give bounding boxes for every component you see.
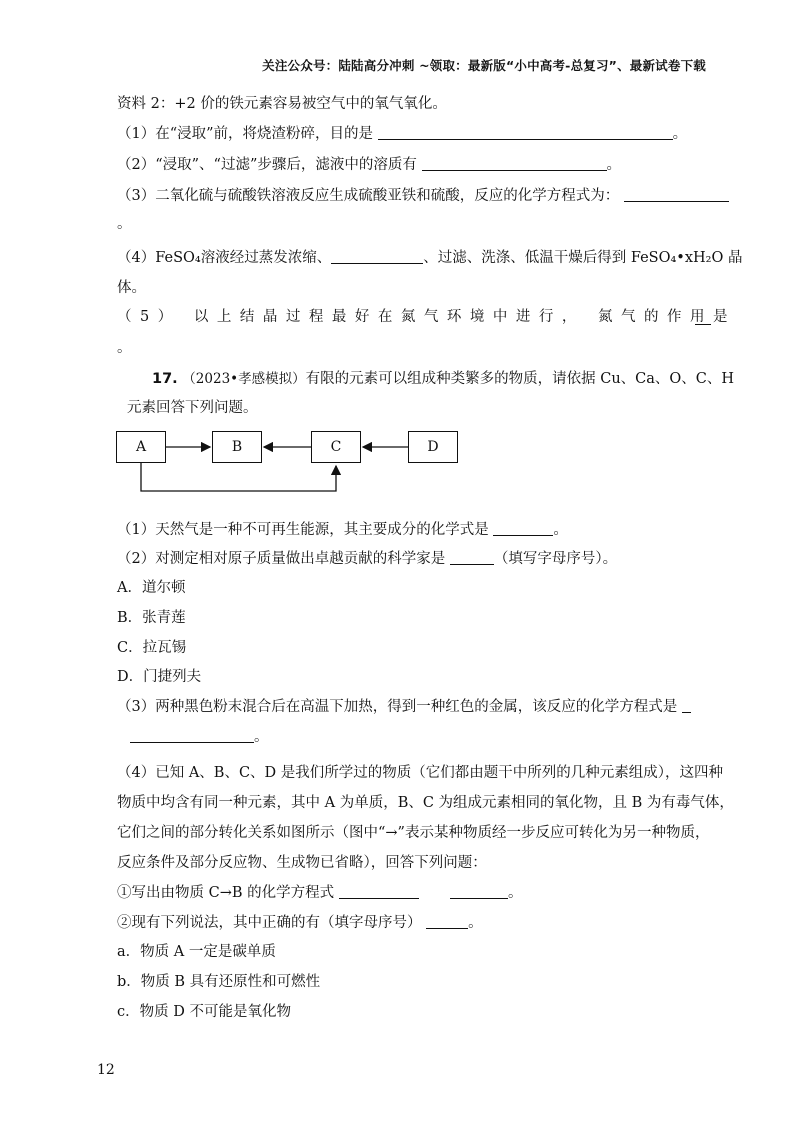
period: 。 (117, 216, 132, 232)
sub-question-2 (117, 549, 617, 569)
statement-b: b．物质 B 具有还原性和可燃性 (117, 974, 321, 990)
answer-blank[interactable] (426, 913, 468, 929)
sub-question-1-text: （1）天然气是一种不可再生能源，其主要成分的化学式是 (117, 522, 489, 538)
statement-c: c．物质 D 不可能是氧化物 (117, 1004, 291, 1020)
sub-question-4-part-2-text: ②现有下列说法，其中正确的有（填字母序号） (117, 915, 422, 931)
option-d: D．门捷列夫 (117, 669, 202, 685)
question-stem-line-2: 元素回答下列问题。 (127, 400, 258, 416)
page-number: 12 (97, 1062, 115, 1078)
period: 。 (672, 126, 688, 142)
statement-a: a．物质 A 一定是碳单质 (117, 944, 276, 960)
sub-question-3 (117, 697, 691, 717)
part-2-text: （2）“浸取”、“过滤”步骤后，滤液中的溶质有 (117, 157, 417, 173)
page-header: 关注公众号：陆陆高分冲刺 ~领取：最新版“小中高考-总复习”、最新试卷下载 (262, 58, 706, 73)
sub-question-1 (117, 520, 568, 540)
period: 。 (468, 915, 483, 931)
answer-blank[interactable] (130, 727, 254, 743)
part-4-text-a: （4）FeSO₄溶液经过蒸发浓缩、 (117, 250, 332, 266)
option-c: C．拉瓦锡 (117, 640, 187, 656)
answer-blank[interactable] (682, 697, 691, 713)
sub-question-3-continued (130, 727, 269, 747)
answer-blank[interactable] (450, 883, 508, 899)
question-number: 17. (152, 371, 178, 387)
option-a: A．道尔顿 (117, 580, 186, 596)
arrow-a-to-c (141, 463, 336, 491)
part-4-text-b: 、过滤、洗涤、低温干燥后得到 FeSO₄•xH₂O 晶 (423, 250, 743, 266)
sub-question-4-line-4: 反应条件及部分反应物、生成物已省略），回答下列问题： (117, 855, 487, 871)
period: 。 (553, 522, 568, 538)
sub-question-4-part-2 (117, 913, 483, 933)
diagram-box-b: B (212, 431, 262, 463)
option-b: B．张青莲 (117, 610, 186, 626)
answer-blank[interactable] (339, 883, 419, 899)
period: 。 (254, 729, 269, 745)
sub-question-3-text: （3）两种黑色粉末混合后在高温下加热，得到一种红色的金属，该反应的化学方程式是 (117, 699, 678, 715)
period: 。 (606, 157, 621, 173)
sub-question-4-line-1: （4）已知 A、B、C、D 是我们所学过的物质（它们都由题干中所列的几种元素组成），这四种 (117, 765, 724, 781)
part-1-text: （1）在“浸取”前，将烧渣粉碎，目的是 (117, 126, 374, 142)
diagram-box-c: C (311, 431, 361, 463)
answer-blank[interactable] (450, 549, 494, 565)
sub-question-2-text: （2）对测定相对原子质量做出卓越贡献的科学家是 (117, 551, 446, 567)
period: 。 (507, 885, 523, 901)
diagram-box-d: D (408, 431, 458, 463)
period: 。 (117, 340, 132, 356)
part-3-text: （3）二氧化硫与硫酸铁溶液反应生成硫酸亚铁和硫酸，反应的化学方程式为： (117, 188, 620, 204)
question-stem-line-1: 有限的元素可以组成种类繁多的物质，请依据 Cu、Ca、O、C、H (305, 371, 735, 387)
answer-blank[interactable] (493, 520, 553, 536)
sub-question-4-line-2: 物质中均含有同一种元素，其中 A 为单质，B、C 为组成元素相同的氧化物，且 B 为有毒气体， (117, 795, 734, 811)
question-source: （2023•孝感模拟） (182, 371, 306, 387)
sub-question-4-part-1 (117, 883, 522, 903)
material-2: 资料 2：+2 价的铁元素容易被空气中的氧气氧化。 (117, 96, 447, 112)
sub-question-4-part-1-text: ①写出由物质 C→B 的化学方程式 (117, 885, 335, 901)
part-5-text: （5） 以上结晶过程最好在氮气环境中进行， 氮气的作用是 (117, 309, 736, 325)
sub-question-4-line-3: 它们之间的部分转化关系如图所示（图中“→”表示某种物质经一步反应可转化为另一种物质， (117, 825, 710, 841)
diagram-box-a: A (116, 431, 166, 463)
part-4-text-c: 体。 (117, 280, 146, 296)
sub-question-2-tail: （填写字母序号）。 (493, 551, 618, 567)
